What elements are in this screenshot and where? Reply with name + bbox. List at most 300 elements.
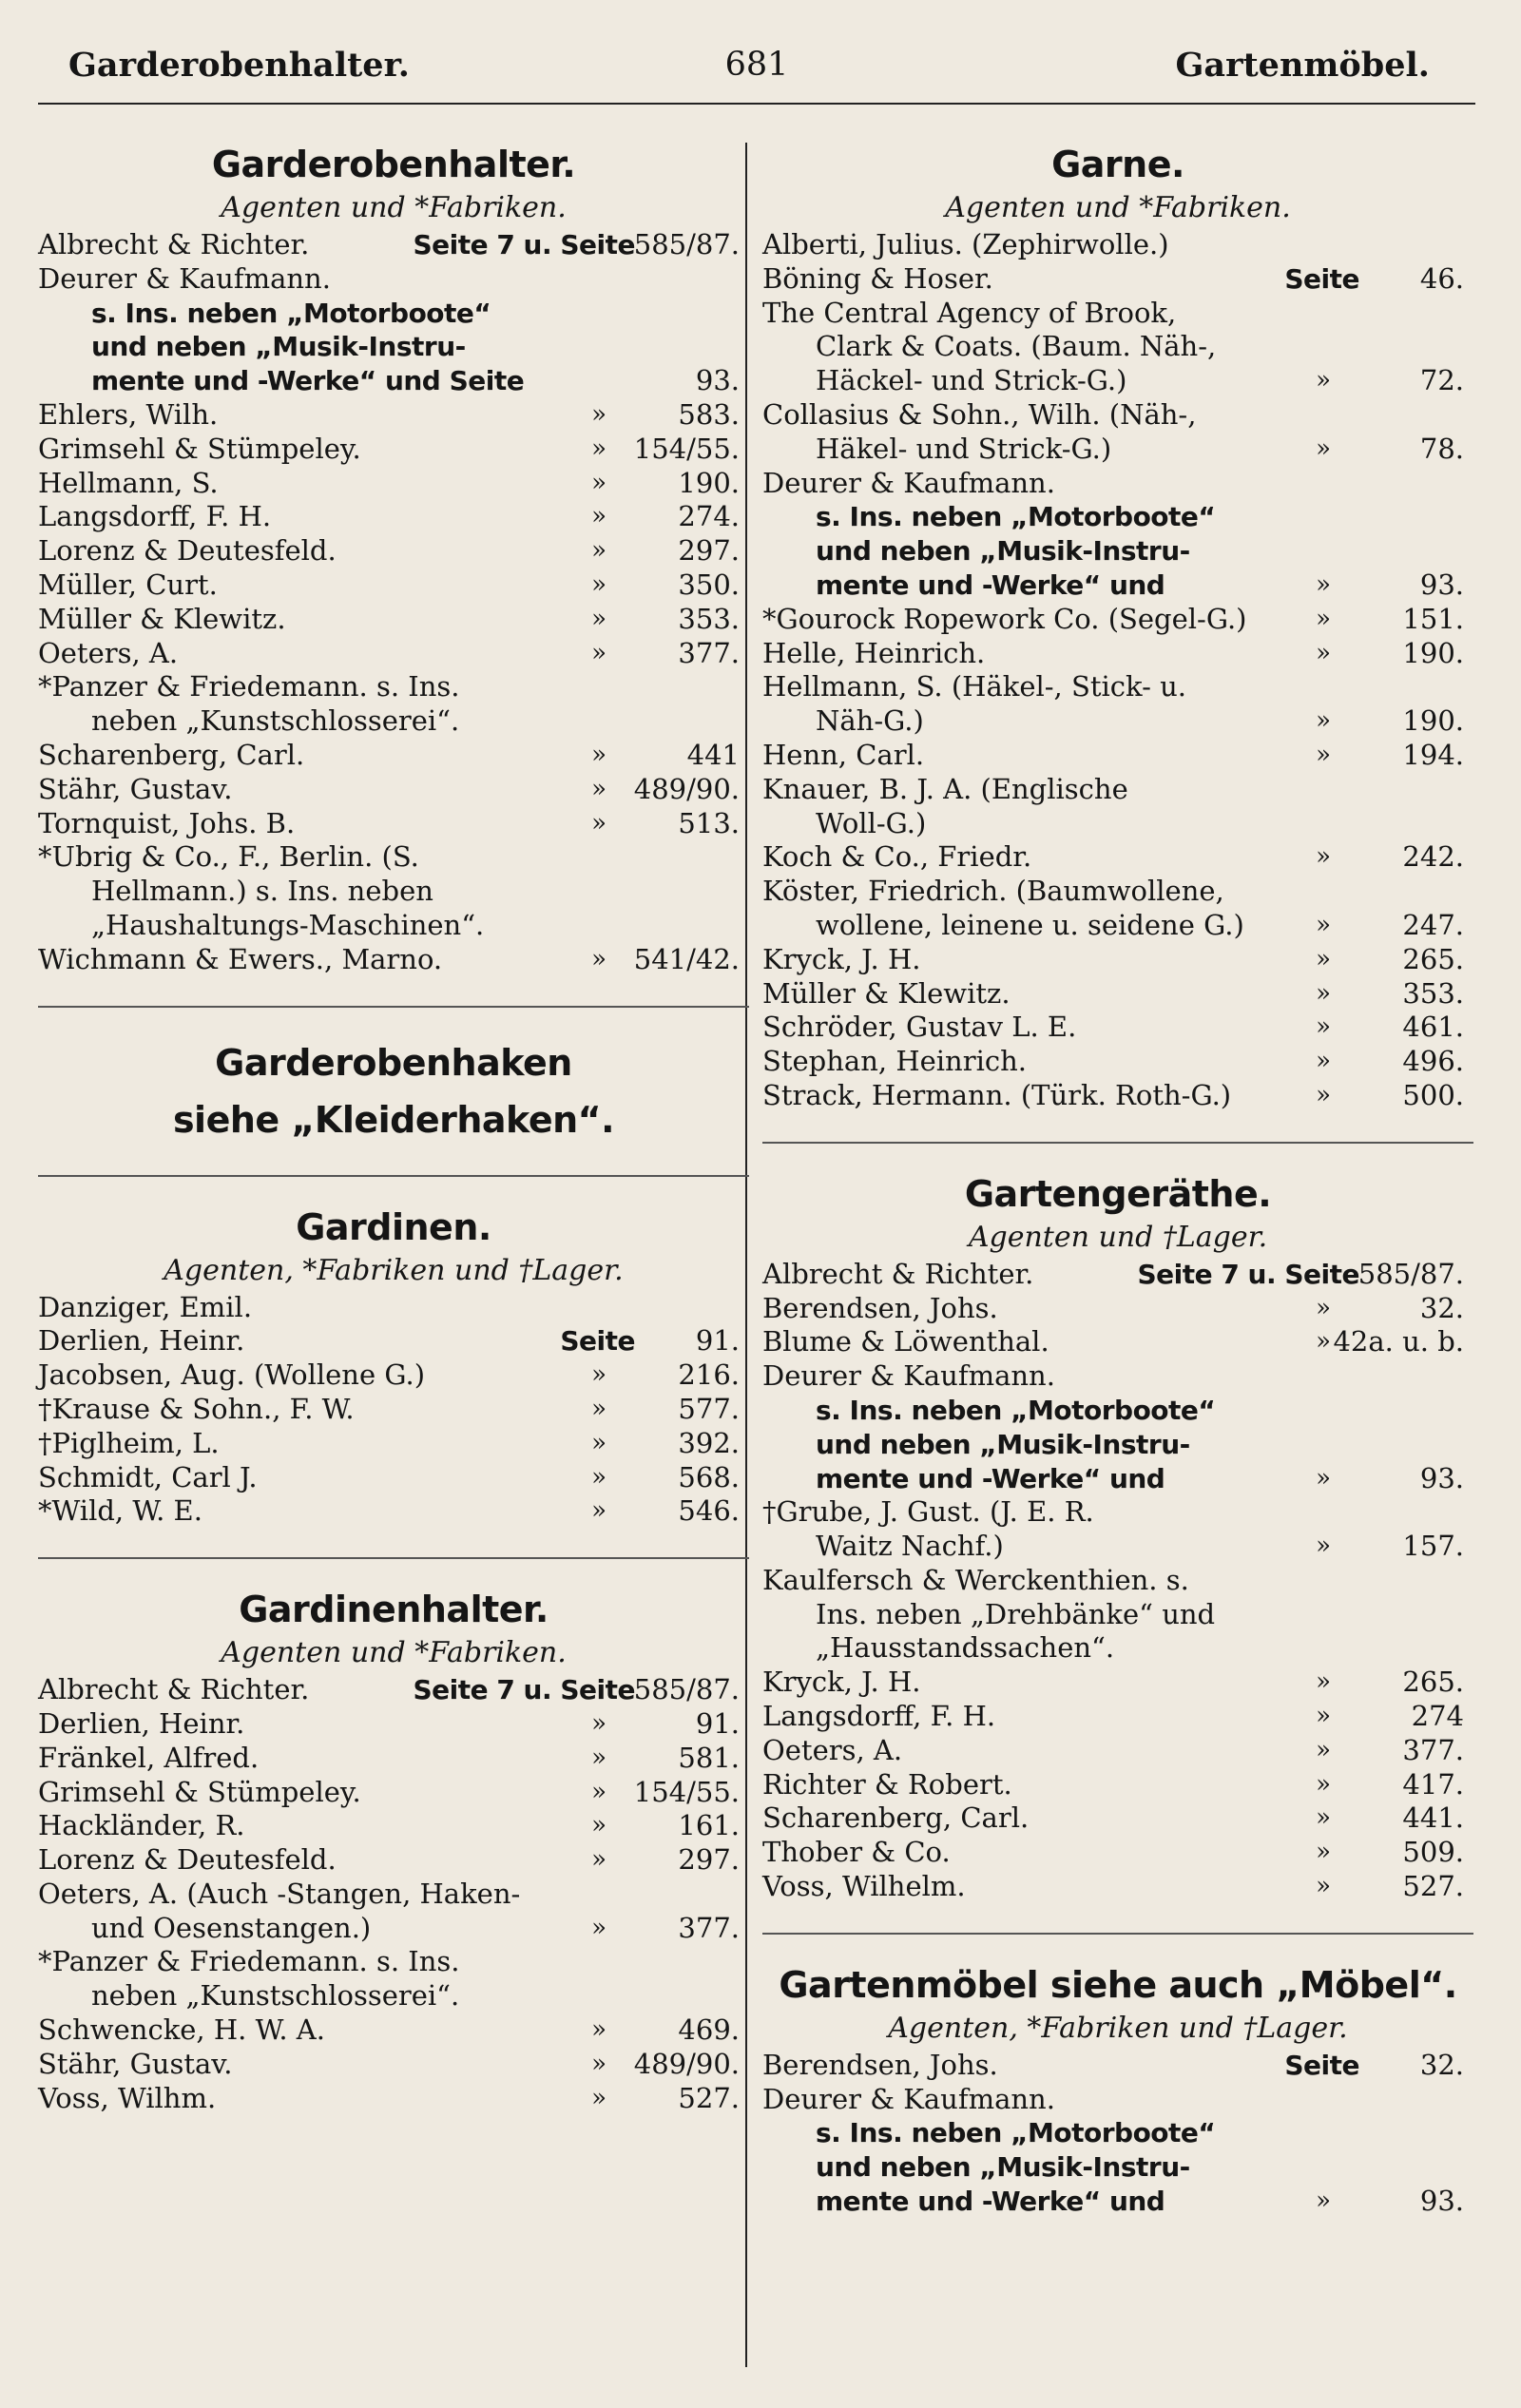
entry-line: neben „Kunstschlosserei“. <box>91 704 460 738</box>
entry-text <box>38 500 740 534</box>
section-subtitle: Agenten, *Fabriken und †Lager. <box>888 2011 1348 2045</box>
entry-line: Deurer & Kaufmann. <box>762 1359 1055 1393</box>
entry-text <box>762 1045 1464 1079</box>
entry-line: The Central Agency of Brook, <box>762 296 1177 329</box>
entry-line: Deurer & Kaufmann. <box>762 2082 1055 2115</box>
page-reference: 247. <box>1402 908 1464 941</box>
page-reference: 93. <box>1419 568 1464 601</box>
entry-line: und neben „Musik-Instru- <box>816 1428 1190 1460</box>
ditto-mark: » <box>1316 842 1331 872</box>
directory-entry <box>762 875 1473 943</box>
section-subtitle: Agenten und *Fabriken. <box>221 1636 567 1670</box>
entry-line: Collasius & Sohn., Wilh. (Näh-, <box>762 397 1197 431</box>
running-head-left: Garderobenhalter. <box>68 46 410 85</box>
page-reference: 32. <box>1419 2048 1464 2081</box>
ditto-mark: » <box>1316 1838 1331 1867</box>
directory-entry <box>38 637 749 671</box>
entry-text <box>762 1734 1464 1768</box>
directory-entry <box>38 433 749 467</box>
directory-entry <box>762 1870 1473 1904</box>
section-title: Garderobenhalter. <box>211 144 576 185</box>
directory-section <box>762 1933 1473 2219</box>
section-title: Garne. <box>1051 144 1184 185</box>
page-reference: 242. <box>1402 840 1464 874</box>
page-reference: 274 <box>1411 1700 1464 1733</box>
ditto-mark: » <box>591 1913 606 1942</box>
directory-entry <box>38 1776 749 1810</box>
page-reference: 377. <box>1402 1733 1464 1766</box>
page-number: 681 <box>724 46 789 84</box>
entry-line: Langsdorff, F. H. <box>762 1700 996 1733</box>
ditto-mark: » <box>1316 366 1331 395</box>
directory-entry <box>38 1878 749 1946</box>
ditto-mark: » <box>591 1811 606 1840</box>
page-label: Seite 7 u. Seite <box>413 229 635 260</box>
page-reference: 392. <box>678 1426 740 1459</box>
page-reference: 91. <box>695 1324 740 1358</box>
section-divider <box>762 1142 1473 1144</box>
directory-entry <box>762 1258 1473 1292</box>
entry-line: Langsdorff, F. H. <box>38 500 272 533</box>
entry-line: Köster, Friedrich. (Baumwollene, <box>762 875 1224 908</box>
entry-line: Henn, Carl. <box>762 738 925 771</box>
ditto-mark: » <box>591 1360 606 1390</box>
page-label: Seite <box>560 1325 635 1358</box>
ditto-mark: » <box>591 1845 606 1875</box>
ditto-mark: » <box>591 774 606 803</box>
entry-line: „Hausstandssachen“. <box>816 1631 1115 1665</box>
directory-entry <box>38 1291 749 1325</box>
entry-line: Thober & Co. <box>762 1836 951 1869</box>
ditto-mark: » <box>591 1394 606 1423</box>
entry-line: Grimsehl & Stümpeley. <box>38 1775 361 1808</box>
ditto-mark: » <box>591 1777 606 1806</box>
directory-entry <box>762 739 1473 773</box>
entry-line: Voss, Wilhm. <box>38 2081 217 2114</box>
left-column <box>38 143 749 2115</box>
entry-line: Müller & Klewitz. <box>38 602 286 635</box>
entry-line: Lorenz & Deutesfeld. <box>38 534 337 568</box>
ditto-mark: » <box>1316 740 1331 769</box>
entry-line: Näh-G.) <box>816 704 924 738</box>
directory-entry <box>38 297 749 398</box>
page-label: Seite 7 u. Seite <box>413 1674 635 1706</box>
directory-entry <box>762 977 1473 1011</box>
entry-line: Böning & Hoser. <box>762 261 993 295</box>
directory-entry <box>38 603 749 637</box>
directory-entry <box>38 467 749 501</box>
ditto-mark: » <box>1316 1702 1331 1731</box>
page-reference: 461. <box>1402 1011 1464 1044</box>
entry-text <box>762 1359 1464 1394</box>
ditto-mark: » <box>591 399 606 429</box>
entry-text <box>762 398 1464 467</box>
entry-text <box>762 637 1464 671</box>
page-reference: 353. <box>1402 976 1464 1010</box>
section-title: Gartengeräthe. <box>964 1172 1272 1215</box>
entry-text <box>38 467 740 501</box>
directory-entry <box>38 943 749 977</box>
page-reference: 190. <box>1402 636 1464 669</box>
entry-line: mente und -Werke“ und Seite <box>91 365 525 397</box>
entry-line: Schwencke, H. W. A. <box>38 2013 325 2047</box>
ditto-mark: » <box>591 1428 606 1457</box>
directory-section <box>38 1557 749 2115</box>
directory-entry <box>38 398 749 433</box>
entry-text <box>38 637 740 671</box>
directory-section <box>38 143 749 977</box>
entry-line: †Piglheim, L. <box>38 1426 220 1459</box>
entry-line: Scharenberg, Carl. <box>38 738 305 771</box>
entry-line: Knauer, B. J. A. (Englische <box>762 772 1128 805</box>
ditto-mark: » <box>1316 978 1331 1008</box>
directory-entry <box>762 1359 1473 1394</box>
entry-text <box>38 262 740 297</box>
entry-text <box>762 2083 1464 2117</box>
entry-line: Albrecht & Richter. <box>38 228 310 260</box>
section-subtitle: Agenten und †Lager. <box>968 1220 1268 1254</box>
entry-line: Ins. neben „Drehbänke“ und <box>816 1597 1216 1630</box>
page-reference: 541/42. <box>633 942 740 975</box>
directory-entry <box>38 1461 749 1495</box>
ditto-mark: » <box>1316 1531 1331 1561</box>
page-label: Seite <box>1284 2049 1359 2081</box>
ditto-mark: » <box>1316 706 1331 736</box>
entry-text <box>38 1809 740 1843</box>
directory-entry <box>38 534 749 568</box>
entry-line: mente und -Werke“ und <box>816 1462 1165 1494</box>
directory-entry <box>38 500 749 534</box>
entry-line: †Grube, J. Gust. (J. E. R. <box>762 1495 1094 1529</box>
entry-text <box>762 500 1464 602</box>
page-reference: 151. <box>1402 602 1464 635</box>
page-reference: 527. <box>1402 1870 1464 1903</box>
directory-entry <box>762 773 1473 841</box>
entry-text <box>38 1742 740 1776</box>
page-header <box>38 36 1475 105</box>
directory-entry <box>762 1564 1473 1666</box>
ditto-mark: » <box>591 536 606 566</box>
directory-section <box>762 143 1473 1113</box>
ditto-mark: » <box>1316 569 1331 599</box>
ditto-mark: » <box>591 1708 606 1738</box>
page-reference: 527. <box>678 2081 740 2114</box>
ditto-mark: » <box>1316 604 1331 633</box>
entry-line: Hellmann.) s. Ins. neben <box>91 875 433 908</box>
entry-line: Alberti, Julius. (Zephirwolle.) <box>762 228 1169 260</box>
section-title: Gardinen. <box>296 1205 491 1248</box>
entry-line: neben „Kunstschlosserei“. <box>91 1979 460 2013</box>
page-reference: 194. <box>1402 738 1464 771</box>
section-divider <box>38 1557 749 1559</box>
entry-line: Derlien, Heinr. <box>38 1706 245 1740</box>
page-reference: 274. <box>678 500 740 533</box>
entry-text <box>38 739 740 773</box>
page-reference: 568. <box>678 1460 740 1493</box>
entry-text <box>762 1011 1464 1045</box>
directory-entry <box>38 773 749 807</box>
ditto-mark: » <box>1316 638 1331 667</box>
page-reference: 216. <box>678 1358 740 1392</box>
directory-entry <box>38 1358 749 1393</box>
ditto-mark: » <box>591 569 606 599</box>
ditto-mark: » <box>591 1743 606 1772</box>
ditto-mark: » <box>591 808 606 838</box>
page-reference: 577. <box>678 1392 740 1425</box>
page-reference: 190. <box>678 466 740 499</box>
entry-line: wollene, leinene u. seidene G.) <box>816 908 1244 941</box>
section-title: Gartenmöbel siehe auch „Möbel“. <box>779 1963 1457 2006</box>
entry-line: Deurer & Kaufmann. <box>38 261 331 295</box>
entry-text <box>38 807 740 841</box>
entry-line: *Panzer & Friedemann. s. Ins. <box>38 1945 460 1978</box>
entry-text <box>38 1494 740 1529</box>
directory-entry <box>762 1700 1473 1734</box>
directory-entry <box>762 398 1473 467</box>
directory-entry <box>38 739 749 773</box>
entry-text <box>762 1079 1464 1113</box>
directory-entry <box>38 1673 749 1707</box>
directory-entry <box>762 1011 1473 1045</box>
page-reference: 377. <box>678 636 740 669</box>
entry-text <box>38 1427 740 1461</box>
entry-text <box>762 943 1464 977</box>
entry-text <box>762 1801 1464 1836</box>
right-column <box>762 143 1473 2219</box>
entry-line: Ehlers, Wilh. <box>38 397 219 431</box>
entry-line: *Gourock Ropework Co. (Segel-G.) <box>762 602 1247 635</box>
entry-line: *Wild, W. E. <box>38 1494 202 1528</box>
ditto-mark: » <box>1316 433 1331 463</box>
ditto-mark: » <box>591 2015 606 2045</box>
entry-text <box>762 875 1464 943</box>
entry-line: Wichmann & Ewers., Marno. <box>38 942 443 975</box>
directory-entry <box>38 1742 749 1776</box>
ditto-mark: » <box>591 433 606 463</box>
ditto-mark: » <box>591 638 606 667</box>
directory-entry <box>762 1768 1473 1802</box>
ditto-mark: » <box>1316 1047 1331 1076</box>
entry-text <box>762 1495 1464 1564</box>
page-reference: 581. <box>678 1741 740 1774</box>
entry-line: *Panzer & Friedemann. s. Ins. <box>38 670 460 703</box>
page-reference: 78. <box>1419 432 1464 465</box>
page-reference: 265. <box>1402 942 1464 975</box>
entry-line: Albrecht & Richter. <box>38 1673 310 1706</box>
entry-line: Grimsehl & Stümpeley. <box>38 432 361 465</box>
page-reference: 93. <box>1419 2185 1464 2218</box>
page-reference: 469. <box>678 2013 740 2047</box>
page-reference: 265. <box>1402 1666 1464 1699</box>
directory-entry <box>762 1394 1473 1495</box>
directory-entry <box>38 1427 749 1461</box>
directory-entry <box>38 1945 749 2013</box>
entry-line: mente und -Werke“ und <box>816 2186 1165 2218</box>
entry-text <box>762 670 1464 739</box>
entry-line: und neben „Musik-Instru- <box>816 535 1190 568</box>
entry-text <box>38 2082 740 2116</box>
entry-line: Clark & Coats. (Baum. Näh-, <box>816 330 1217 363</box>
directory-entry <box>762 2116 1473 2218</box>
page-reference: 583. <box>678 397 740 431</box>
entry-text <box>762 228 1464 262</box>
entry-line: Stähr, Gustav. <box>38 772 233 805</box>
section-subtitle: Agenten und *Fabriken. <box>221 191 567 224</box>
entry-line: Deurer & Kaufmann. <box>762 466 1055 499</box>
entry-line: und neben „Musik-Instru- <box>91 331 466 363</box>
entry-text <box>38 1843 740 1878</box>
entry-text <box>38 603 740 637</box>
entry-text <box>762 1768 1464 1802</box>
ditto-mark: » <box>591 1496 606 1526</box>
entry-line: Hellmann, S. (Häkel-, Stick- u. <box>762 670 1187 703</box>
page-reference: 297. <box>678 534 740 568</box>
page-label: Seite 7 u. Seite <box>1137 1258 1359 1290</box>
directory-entry <box>38 568 749 603</box>
entry-line: Stephan, Heinrich. <box>762 1045 1028 1078</box>
entry-text <box>762 1870 1464 1904</box>
section-divider <box>762 1933 1473 1935</box>
ditto-mark: » <box>1316 1327 1331 1357</box>
entry-text <box>762 739 1464 773</box>
entry-line: Berendsen, Johs. <box>762 1291 998 1324</box>
page-reference: 585/87. <box>633 1673 740 1706</box>
page-reference: 441. <box>1402 1801 1464 1835</box>
entry-line: Blume & Löwenthal. <box>762 1325 1049 1358</box>
page-reference: 350. <box>678 568 740 601</box>
entry-line: Kryck, J. H. <box>762 942 921 975</box>
ditto-mark: » <box>1316 1012 1331 1042</box>
entry-text <box>38 840 740 942</box>
ditto-mark: » <box>1316 1769 1331 1799</box>
page-reference: 377. <box>678 1911 740 1944</box>
entry-line: Tornquist, Johs. B. <box>38 806 296 839</box>
ditto-mark: » <box>1316 1293 1331 1322</box>
page-reference: 585/87. <box>1357 1257 1464 1290</box>
entry-line: Jacobsen, Aug. (Wollene G.) <box>38 1358 426 1392</box>
ditto-mark: » <box>1316 1080 1331 1109</box>
directory-entry <box>762 840 1473 875</box>
ditto-mark: » <box>591 468 606 497</box>
entry-text <box>762 1666 1464 1700</box>
entry-line: Stähr, Gustav. <box>38 2047 233 2080</box>
entry-line: Richter & Robert. <box>762 1767 1012 1801</box>
entry-line: †Krause & Sohn., F. W. <box>38 1392 355 1425</box>
directory-entry <box>38 228 749 262</box>
directory-entry <box>762 262 1473 297</box>
entry-text <box>762 603 1464 637</box>
directory-entry <box>38 1324 749 1358</box>
entry-text <box>38 1358 740 1393</box>
directory-entry <box>762 1801 1473 1836</box>
entry-line: s. Ins. neben „Motorboote“ <box>816 1394 1216 1426</box>
ditto-mark: » <box>1316 2186 1331 2216</box>
directory-entry <box>762 1292 1473 1326</box>
ditto-mark: » <box>591 604 606 633</box>
running-head-right: Gartenmöbel. <box>1175 46 1430 85</box>
entry-line: Kaulfersch & Werckenthien. s. <box>762 1563 1189 1596</box>
entry-text <box>762 840 1464 875</box>
page-reference: 441 <box>686 738 740 771</box>
entry-text <box>762 977 1464 1011</box>
ditto-mark: » <box>1316 944 1331 973</box>
section-title: Gardinenhalter. <box>239 1589 549 1631</box>
directory-entry <box>762 1734 1473 1768</box>
page-reference: 72. <box>1419 364 1464 397</box>
directory-entry <box>762 297 1473 398</box>
section-cross-reference: siehe „Kleiderhaken“. <box>172 1098 615 1141</box>
entry-line: „Haushaltungs-Maschinen“. <box>91 908 485 941</box>
page-reference: 154/55. <box>633 432 740 465</box>
entry-line: Häckel- und Strick-G.) <box>816 364 1127 397</box>
directory-entry <box>762 1079 1473 1113</box>
page-reference: 585/87. <box>633 228 740 260</box>
directory-entry <box>38 840 749 942</box>
entry-text <box>38 398 740 433</box>
page-reference: 489/90. <box>633 772 740 805</box>
entry-line: Fränkel, Alfred. <box>38 1741 260 1774</box>
page-reference: 496. <box>1402 1045 1464 1078</box>
page-reference: 93. <box>1419 1461 1464 1494</box>
page-reference: 297. <box>678 1843 740 1877</box>
entry-line: Koch & Co., Friedr. <box>762 840 1032 874</box>
section-subtitle: Agenten, *Fabriken und †Lager. <box>164 1253 624 1287</box>
directory-entry <box>38 1494 749 1529</box>
entry-text <box>762 1292 1464 1326</box>
ditto-mark: » <box>1316 1735 1331 1764</box>
directory-entry <box>762 1325 1473 1359</box>
directory-entry <box>38 1393 749 1427</box>
page-reference: 190. <box>1402 704 1464 738</box>
section-divider <box>38 1175 749 1177</box>
entry-text <box>38 297 740 398</box>
page-reference: 546. <box>678 1494 740 1528</box>
directory-section <box>762 1142 1473 1904</box>
directory-entry <box>762 500 1473 602</box>
entry-line: mente und -Werke“ und <box>816 568 1165 601</box>
entry-line: s. Ins. neben „Motorboote“ <box>816 2117 1216 2149</box>
page-reference: 42a. u. b. <box>1333 1325 1464 1358</box>
entry-line: Oeters, A. <box>762 1733 903 1766</box>
entry-text <box>762 1394 1464 1495</box>
directory-entry <box>762 2083 1473 2117</box>
directory-entry <box>38 2082 749 2116</box>
ditto-mark: » <box>591 502 606 531</box>
entry-text <box>38 1393 740 1427</box>
directory-entry <box>762 228 1473 262</box>
entry-line: Lorenz & Deutesfeld. <box>38 1843 337 1877</box>
entry-line: und neben „Musik-Instru- <box>816 2151 1190 2184</box>
entry-line: Oeters, A. <box>38 636 179 669</box>
entry-line: Voss, Wilhelm. <box>762 1870 966 1903</box>
entry-text <box>38 1707 740 1742</box>
page-reference: 353. <box>678 602 740 635</box>
directory-entry <box>38 807 749 841</box>
entry-text <box>762 467 1464 501</box>
page-reference: 417. <box>1402 1767 1464 1801</box>
entry-text <box>38 1878 740 1946</box>
entry-line: Strack, Hermann. (Türk. Roth-G.) <box>762 1078 1232 1111</box>
ditto-mark: » <box>1316 1463 1331 1493</box>
ditto-mark: » <box>591 740 606 769</box>
ditto-mark: » <box>1316 1667 1331 1697</box>
directory-entry <box>762 1666 1473 1700</box>
directory-entry <box>762 670 1473 739</box>
ditto-mark: » <box>1316 1803 1331 1833</box>
entry-text <box>38 1291 740 1325</box>
page-reference: 157. <box>1402 1530 1464 1563</box>
ditto-mark: » <box>591 944 606 973</box>
